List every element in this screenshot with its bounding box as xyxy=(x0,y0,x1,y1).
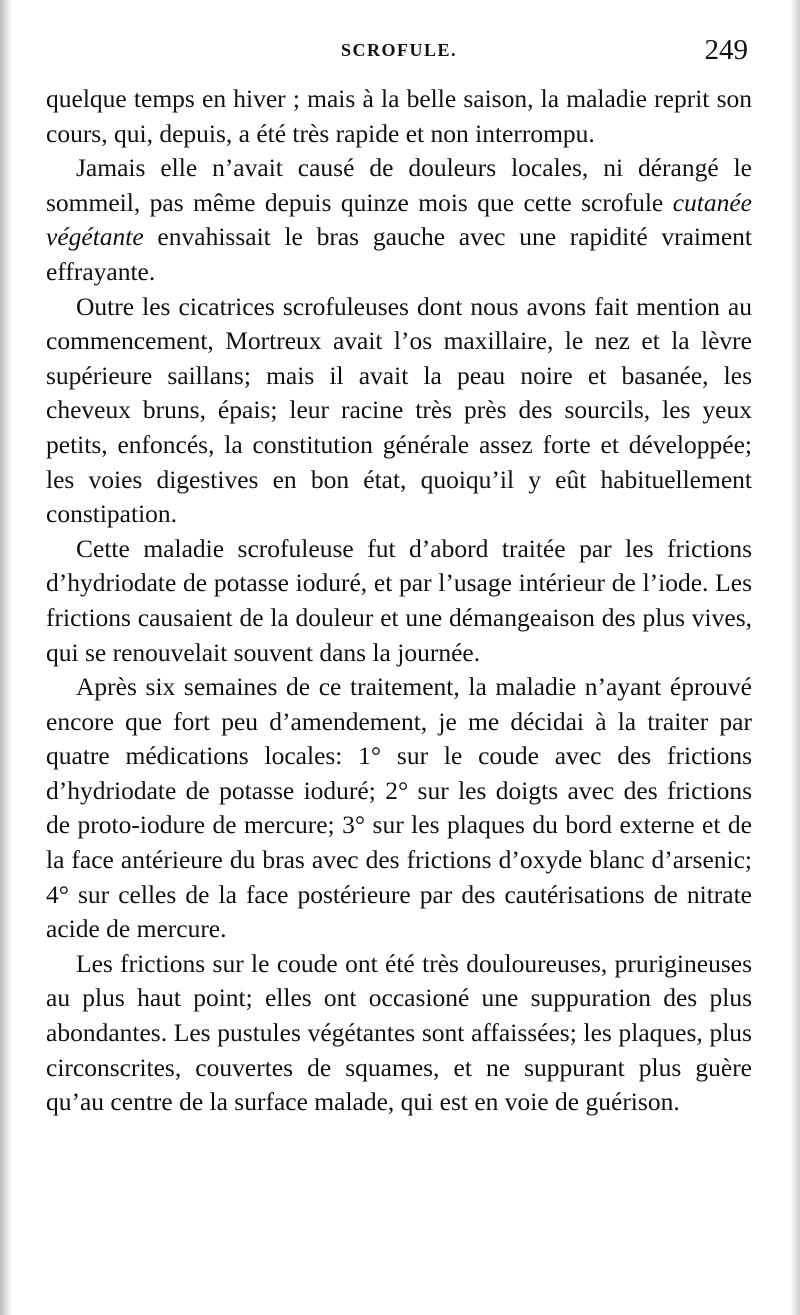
page-edge-shadow xyxy=(0,0,12,1315)
paragraph-text: Cette maladie scrofuleuse fut d’abord traitée par les frictions d’hydriodate de potasse ioduré, et par l’usage intérieur de l’iode. Les frictions causaient de la douleur et une démangeaison des plus vives, qui se renouvelait souvent dans la journée. xyxy=(46,533,752,667)
paragraph-text: Outre les cicatrices scrofuleuses dont nous avons fait mention au commencement, Mortreux avait l’os maxillaire, le nez et la lèvre supérieure saillans; mais il avait la peau noire et basanée, les cheveux bruns, épais; leur racine très près des sourcils, les yeux petits, enfoncés, la constitution générale assez forte et développée; les voies digestives en bon état, quoiqu’il y eût habituellement constipation. xyxy=(46,291,752,529)
paragraph-text: quelque temps en hiver ; mais à la belle saison, la maladie reprit son cours, qui, depuis, a été très rapide et non interrompu. xyxy=(46,84,752,148)
paragraph xyxy=(46,82,752,151)
paragraph xyxy=(46,947,752,1120)
paragraph xyxy=(46,670,752,947)
page-edge-shadow xyxy=(790,0,800,1315)
page-number: 249 xyxy=(704,34,748,66)
page-header xyxy=(46,34,752,78)
paragraph xyxy=(46,151,752,289)
running-head: SCROFULE. xyxy=(340,40,457,60)
paragraph-text: envahissait le bras gauche avec une rapidité vraiment effrayante. xyxy=(46,222,752,286)
italic-term: cutanée végétante xyxy=(46,187,752,252)
paragraph xyxy=(46,290,752,532)
body-text xyxy=(46,82,752,1120)
paragraph-text: Jamais elle n’avait causé de douleurs locales, ni dérangé le sommeil, pas même depuis quinze mois que cette scrofule xyxy=(46,153,752,217)
paragraph xyxy=(46,532,752,670)
paragraph-text: Les frictions sur le coude ont été très douloureuses, prurigineuses au plus haut point; elles ont occasioné une suppuration des plus abondantes. Les pustules végétantes sont affaissées; les plaques, plus circonscrites, couvertes de squames, et ne suppurant plus guère qu’au centre de la surface malade, qui est en voie de guérison. xyxy=(46,948,752,1117)
paragraph-text: Après six semaines de ce traitement, la maladie n’ayant éprouvé encore que fort peu d’amendement, je me décidai à la traiter par quatre médications locales: 1° sur le coude avec des frictions d’hydriodate de potasse ioduré; 2° sur les doigts avec des frictions de proto-iodure de mercure; 3° sur les plaques du bord externe et de la face antérieure du bras avec des frictions d’oxyde blanc d’arsenic; 4° sur celles de la face postérieure par des cautérisations de nitrate acide de mercure. xyxy=(46,672,752,944)
